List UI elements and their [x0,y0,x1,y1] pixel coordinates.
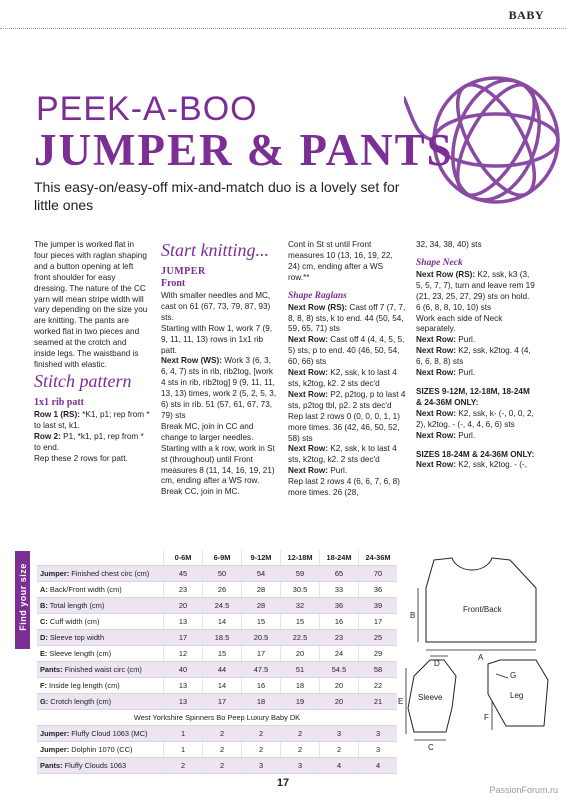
column-start-knitting [161,240,278,498]
raglan-repeat-2: Rep last 2 rows 4 (6, 6, 7, 6, 8) more times. 26 (28, [288,477,400,498]
row-label: Pants: Finished waist circ (cm) [37,662,164,678]
table-cell: 2 [203,758,242,774]
table-cell: 47.5 [242,662,281,678]
rib-row-2: Row 2: P1, *k1, p1, rep from * to end. [34,431,144,452]
raglan-row-3: Next Row: K2, ssk, k to last 4 sts, k2tog, k2. 2 sts dec'd [288,368,397,388]
table-cell: 59 [281,566,320,582]
front-para-2: Starting with Row 1, work 7 (9, 9, 11, 11, 13) rows in 1x1 rib patt. [161,323,273,355]
raglan-row-1: Next Row (RS): Cast off 7 (7, 7, 8, 8, 8) sts, k to end. 44 (50, 54, 59, 65, 71) sts [288,302,406,334]
table-cell: 13 [164,694,203,710]
dim-a-label: A [478,653,484,662]
table-cell: 32 [281,598,320,614]
row-label: Jumper: Fluffy Cloud 1063 (MC) [37,726,164,742]
row-label: C: Cuff width (cm) [37,614,164,630]
shape-neck-heading: Shape Neck [416,257,463,268]
table-cell: 17 [203,694,242,710]
table-cell: 20.5 [242,630,281,646]
table-cell: 3 [359,742,398,758]
table-cell: 3 [281,758,320,774]
size-column-header: 0-6M [164,550,203,566]
front-next-row: Next Row (WS): Work 3 (6, 3, 6, 4, 7) sts in rib, rib2tog, [work 4 sts in rib, rib2tog] 9 (9, 11, 11, 13, 13) times, work 2 (5, 2, 5, 3, 6) sts in rib. 51 (57, 61, 67, 73, 79) sts [161,356,277,420]
table-cell: 13 [164,614,203,630]
table-cell: 2 [281,742,320,758]
sizes-heading-2: SIZES 18-24M & 24-36M ONLY: [416,449,535,459]
rib-patt-heading: 1x1 rib patt [34,396,84,408]
table-cell: 3 [359,726,398,742]
table-cell: 17 [359,614,398,630]
dim-e-label: E [398,697,404,706]
table-cell: 4 [320,758,359,774]
header-divider [0,28,566,29]
table-cell: 14 [203,614,242,630]
table-cell: 36 [320,598,359,614]
shape-raglans-heading: Shape Raglans [288,290,347,301]
table-cell: 2 [281,726,320,742]
find-your-size-label: Find your size [18,563,28,631]
table-cell: 18.5 [203,630,242,646]
size-column-header: 12-18M [281,550,320,566]
table-cell: 2 [203,726,242,742]
dim-c-label: C [428,743,434,752]
table-row [37,566,397,582]
table-cell: 45 [164,566,203,582]
col4-cont: 32, 34, 38, 40) sts [416,240,482,249]
section-label: BABY [508,8,544,22]
yarn-heading-row [37,710,397,726]
table-cell: 2 [203,742,242,758]
raglan-row-5: Next Row: K2, ssk, k to last 4 sts, k2tog, k2. 2 sts dec'd [288,444,397,465]
row-label: A: Back/Front width (cm) [37,582,164,598]
front-heading: Front [161,278,186,289]
neck-row-6: Next Row: Purl. [416,430,476,440]
table-cell: 3 [320,726,359,742]
table-cell: 22.5 [281,630,320,646]
table-cell: 15 [203,646,242,662]
table-row [37,598,397,614]
table-cell: 18 [281,678,320,694]
table-cell: 54 [242,566,281,582]
schematic-diagram [396,548,562,760]
table-cell: 26 [203,582,242,598]
neck-row-7: Next Row: K2, ssk, k2tog. - (-, [416,460,528,470]
table-cell: 16 [242,678,281,694]
front-para-4: Break CC, join in MC. [161,487,240,497]
title-line-2: JUMPER & PANTS [34,125,454,175]
table-cell: 20 [164,598,203,614]
table-cell: 24.5 [203,598,242,614]
neck-para: Work each side of Neck separately. [416,313,503,334]
table-cell: 15 [281,614,320,630]
table-cell: 20 [320,678,359,694]
row-label: Jumper: Finished chest circ (cm) [37,566,164,582]
table-cell: 24 [320,646,359,662]
table-cell: 2 [242,726,281,742]
table-row [37,646,397,662]
table-row [37,614,397,630]
size-column-header: 24-36M [359,550,398,566]
size-column-header: 6-9M [203,550,242,566]
row-label: G: Crotch length (cm) [37,694,164,710]
column-shape-neck [416,240,536,471]
column-raglans [288,240,406,499]
table-cell: 58 [359,662,398,678]
front-para-3: Break MC, join in CC and change to larger needles. Starting with a k row, work in St st (throughout) until Front measures 8 (11, 14, 16, 19, 21) cm, ending after a WS row. [161,421,275,486]
yarn-heading: West Yorkshire Spinners Bo Peep Luxury Baby DK [37,710,397,726]
find-your-size-tab [15,551,30,649]
table-cell: 1 [164,726,203,742]
intro-paragraph: The jumper is worked flat in four pieces with raglan shaping and a button opening at left front shoulder for easy dressing. The nature of the CC yarn will mean stripe width will vary depending on the size you are knitting. The pants are worked flat in two pieces and seamed at the crotch and inside legs. The waistband is finished with elastic. [34,240,148,369]
table-row [37,742,397,758]
table-cell: 20 [320,694,359,710]
table-cell: 65 [320,566,359,582]
raglan-repeat-1: Rep last 2 rows 0 (0, 0, 0, 1, 1) more times. 36 (42, 46, 50, 52, 58) sts [288,411,400,443]
start-knitting-heading: Start knitting... [161,240,269,260]
table-cell: 3 [242,758,281,774]
table-cell: 23 [164,582,203,598]
rib-repeat: Rep these 2 rows for patt. [34,453,128,463]
table-cell: 20 [281,646,320,662]
neck-row-3: Next Row: K2, ssk, k2tog. 4 (4, 6, 6, 8, 8) sts [416,346,531,367]
dim-d-label: D [434,659,440,668]
raglan-row-6: Next Row: Purl. [288,466,348,476]
jumper-heading: JUMPER [161,266,206,277]
table-cell: 28 [242,598,281,614]
front-para-1: With smaller needles and MC, cast on 61 (67, 73, 79, 87, 93) sts. [161,291,271,322]
dim-g-label: G [510,671,517,680]
table-cell: 51 [281,662,320,678]
table-cell: 33 [320,582,359,598]
table-cell: 39 [359,598,398,614]
leg-label: Leg [510,691,524,700]
table-cell: 22 [359,678,398,694]
table-row [37,758,397,774]
table-cell: 54.5 [320,662,359,678]
table-cell: 2 [164,758,203,774]
table-cell: 16 [320,614,359,630]
table-cell: 25 [359,630,398,646]
table-cell: 21 [359,694,398,710]
row-label: D: Sleeve top width [37,630,164,646]
title-line-1: PEEK-A-BOO [36,90,258,128]
stitch-pattern-heading: Stitch pattern [34,370,132,391]
front-back-outline [426,558,536,642]
table-cell: 12 [164,646,203,662]
table-cell: 14 [203,678,242,694]
table-cell: 15 [242,614,281,630]
row-label: F: Inside leg length (cm) [37,678,164,694]
table-cell: 13 [164,678,203,694]
table-row [37,678,397,694]
table-cell: 23 [320,630,359,646]
table-cell: 36 [359,582,398,598]
table-cell: 50 [203,566,242,582]
table-cell: 18 [242,694,281,710]
cont-paragraph: Cont in St st until Front measures 10 (13, 16, 19, 22, 24) cm, ending after a WS row.** [288,240,393,282]
table-cell: 2 [320,742,359,758]
neck-row-1: Next Row (RS): K2, ssk, k3 (3, 5, 5, 7, 7), turn and leave rem 19 (21, 23, 25, 27, 29) sts on hold. 6 (6, 8, 8, 10, 10) sts [416,269,535,312]
table-cell: 1 [164,742,203,758]
table-cell: 28 [242,582,281,598]
size-column-header: 9-12M [242,550,281,566]
table-cell: 4 [359,758,398,774]
dim-f-label: F [484,713,489,722]
neck-row-2: Next Row: Purl. [416,335,476,345]
rib-row-1: Row 1 (RS): *K1, p1; rep from * to last st, k1. [34,409,150,430]
table-row [37,694,397,710]
table-cell: 17 [164,630,203,646]
table-row [37,662,397,678]
size-column-header: 18-24M [320,550,359,566]
table-cell: 30.5 [281,582,320,598]
table-cell: 29 [359,646,398,662]
table-row [37,726,397,742]
dim-b-label: B [410,611,416,620]
table-cell: 40 [164,662,203,678]
front-back-label: Front/Back [463,605,502,614]
raglan-row-2: Next Row: Cast off 4 (4, 4, 5, 5, 5) sts, p to end. 40 (46, 50, 54, 60, 66) sts [288,335,405,367]
table-row [37,630,397,646]
row-label: B: Total length (cm) [37,598,164,614]
table-cell: 44 [203,662,242,678]
row-label: E: Sleeve length (cm) [37,646,164,662]
neck-row-4: Next Row: Purl. [416,368,476,378]
column-intro [34,240,150,464]
table-cell: 19 [281,694,320,710]
table-cell: 17 [242,646,281,662]
sleeve-label: Sleeve [418,693,443,702]
sizes-heading-1: SIZES 9-12M, 12-18M, 18-24M & 24-36M ONLY: [416,386,530,407]
raglan-row-4: Next Row: P2, p2tog, p to last 4 sts, p2tog tbl, p2. 2 sts dec'd [288,389,406,410]
size-table-header [37,550,397,566]
row-label: Jumper: Dolphin 1070 (CC) [37,742,164,758]
subtitle: This easy-on/easy-off mix-and-match duo is a lovely set for little ones [34,179,400,213]
neck-row-5: Next Row: K2, ssk, k- (-, 0, 0, 2, 2), k2tog. - (-, 4, 4, 6, 6) sts [416,408,534,429]
row-label: Pants: Fluffy Clouds 1063 [37,758,164,774]
table-cell: 2 [242,742,281,758]
header-blank-cell [37,550,164,566]
watermark: PassionForum.ru [489,785,558,795]
size-table [37,550,397,774]
page-number: 17 [276,777,290,789]
table-cell: 70 [359,566,398,582]
table-row [37,582,397,598]
